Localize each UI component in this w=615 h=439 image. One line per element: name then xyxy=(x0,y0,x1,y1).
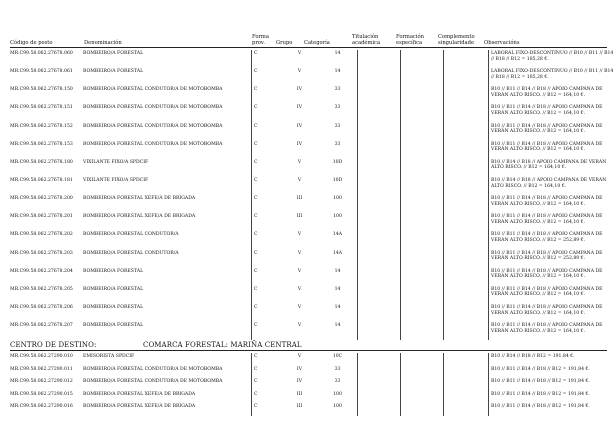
table-row xyxy=(10,231,615,249)
cell-grupo: III xyxy=(296,196,303,202)
cell-complemento xyxy=(444,322,489,340)
cell-complemento xyxy=(444,378,489,391)
cell-titulacion xyxy=(358,391,401,404)
cell-codigo: MR.C99.58.062.27290.012 xyxy=(10,379,73,385)
cell-forma-prov: C xyxy=(252,231,282,249)
cell-categoria: 14 xyxy=(318,68,358,86)
cell-titulacion xyxy=(358,141,401,159)
cell-denominacion: BOMBEIRO/A FORESTAL xyxy=(83,268,144,274)
header-categoria: Categoría xyxy=(304,40,330,46)
table-row xyxy=(10,268,615,286)
table-row xyxy=(10,104,615,122)
table-row xyxy=(10,195,615,213)
cell-forma-prov: C xyxy=(252,268,282,286)
header-observaciones: Observacións xyxy=(484,40,520,46)
cell-categoria: 14 xyxy=(318,322,358,340)
cell-observaciones: B10 // B11 // B14 // B18 // APOIO CAMPAÑA DE VERÁN ALTO RISCO. // B12 = 164,10 €. xyxy=(491,286,603,298)
cell-forma-prov: C xyxy=(252,304,282,322)
cell-categoria: 14A xyxy=(318,231,358,249)
cell-codigo: MR.C99.58.062.27678.060 xyxy=(10,51,73,56)
cell-formacion xyxy=(401,104,444,122)
cell-denominacion: BOMBEIRO/A FORESTAL xyxy=(83,286,144,292)
cell-forma-prov: C xyxy=(252,286,282,304)
cell-categoria: 14 xyxy=(318,286,358,304)
cell-denominacion: BOMBEIRO/A FORESTAL CONDUTOR/A DE MOTOBOMBA xyxy=(83,123,223,129)
cell-categoria: 14A xyxy=(318,250,358,268)
cell-observaciones: B10 // B11 // B14 // B18 // APOIO CAMPAÑA DE VERÁN ALTO RISCO. // B12 = 164,10 €. xyxy=(491,323,603,334)
cell-observaciones: B10 // B11 // B14 // B18 // APOIO CAMPAÑA DE VERÁN ALTO RISCO. // B12 = 164,10 €. xyxy=(491,141,603,153)
cell-denominacion: BOMBEIRO/A FORESTAL xyxy=(83,69,144,75)
cell-codigo: MR.C99.58.062.27678.200 xyxy=(10,196,73,202)
cell-categoria: 33 xyxy=(318,141,358,159)
header-titulacion: Titulación académica xyxy=(352,34,381,46)
cell-titulacion xyxy=(358,304,401,322)
cell-complemento xyxy=(444,231,489,249)
cell-formacion xyxy=(401,68,444,86)
cell-categoria: 10D xyxy=(318,177,358,195)
cell-complemento xyxy=(444,86,489,104)
cell-complemento xyxy=(444,403,489,416)
cell-formacion xyxy=(401,366,444,379)
cell-titulacion xyxy=(358,231,401,249)
cell-observaciones: LABORAL FIXO-DESCONTINUO // B10 // B11 // B14 // B18 // B12 = 185,28 €. xyxy=(491,69,614,80)
cell-observaciones: B10 // B11 // B14 // B18 // APOIO CAMPAÑA DE VERÁN ALTO RISCO. // B12 = 164,10 €. xyxy=(491,214,603,225)
cell-formacion xyxy=(401,304,444,322)
cell-forma-prov: C xyxy=(252,123,282,141)
cell-grupo: V xyxy=(297,250,302,256)
cell-titulacion xyxy=(358,50,401,68)
cell-forma-prov: C xyxy=(252,141,282,159)
cell-titulacion xyxy=(358,213,401,231)
cell-denominacion: BOMBEIRO/A FORESTAL CONDUTOR/A xyxy=(83,250,179,256)
cell-codigo: MR.C99.58.062.27678.151 xyxy=(10,105,73,111)
cell-titulacion xyxy=(358,123,401,141)
posts-table-2 xyxy=(10,353,615,416)
cell-forma-prov: C xyxy=(252,391,282,404)
posts-table-1 xyxy=(10,50,615,340)
table-row xyxy=(10,123,615,141)
centro-destino-label: CENTRO DE DESTINO: xyxy=(10,341,97,349)
cell-forma-prov: C xyxy=(252,159,282,177)
header-formacion: Formación específica xyxy=(396,34,424,46)
cell-titulacion xyxy=(358,353,401,366)
cell-observaciones: B10 // B11 // B14 // B18 // APOIO CAMPAÑA DE VERÁN ALTO RISCO. // B12 = 164,10 €. xyxy=(491,196,603,207)
cell-grupo: IV xyxy=(296,87,303,93)
cell-codigo: MR.C99.58.062.27678.150 xyxy=(10,87,73,93)
cell-denominacion: BOMBEIRO/A FORESTAL xyxy=(83,304,144,310)
cell-titulacion xyxy=(358,378,401,391)
cell-titulacion xyxy=(358,403,401,416)
cell-grupo: V xyxy=(297,304,302,310)
cell-grupo: V xyxy=(297,51,302,56)
cell-denominacion: BOMBEIRO/A FORESTAL CONDUTOR/A DE MOTOBOMBA xyxy=(83,87,223,93)
cell-forma-prov: C xyxy=(252,213,282,231)
cell-codigo: MR.C99.58.062.27678.180 xyxy=(10,159,73,165)
cell-observaciones: B10 // B11 // B14 // B18 // B12 = 191,84 €. xyxy=(491,391,590,397)
cell-complemento xyxy=(444,50,489,68)
cell-complemento xyxy=(444,213,489,231)
cell-formacion xyxy=(401,195,444,213)
cell-denominacion: BOMBEIRO/A FORESTAL XEFE/A DE BRIGADA xyxy=(83,391,196,397)
cell-observaciones: B10 // B11 // B14 // B18 // B12 = 191,84 €. xyxy=(491,404,590,410)
cell-formacion xyxy=(401,322,444,340)
cell-complemento xyxy=(444,159,489,177)
cell-formacion xyxy=(401,86,444,104)
header-denominacion: Denominación xyxy=(84,40,122,46)
cell-codigo: MR.C99.58.062.27290.016 xyxy=(10,404,73,410)
cell-denominacion: BOMBEIRO/A FORESTAL xyxy=(83,51,144,56)
table-row xyxy=(10,68,615,86)
cell-forma-prov: C xyxy=(252,378,282,391)
header-forma-prov: Forma prov. xyxy=(252,34,269,46)
cell-titulacion xyxy=(358,177,401,195)
cell-complemento xyxy=(444,195,489,213)
cell-forma-prov: C xyxy=(252,353,282,366)
cell-codigo: MR.C99.58.062.27678.181 xyxy=(10,177,73,183)
cell-forma-prov: C xyxy=(252,195,282,213)
cell-forma-prov: C xyxy=(252,250,282,268)
cell-grupo: IV xyxy=(296,366,303,372)
cell-grupo: V xyxy=(297,232,302,238)
cell-categoria: 14 xyxy=(318,268,358,286)
table-row xyxy=(10,86,615,104)
cell-titulacion xyxy=(358,286,401,304)
cell-denominacion: BOMBEIRO/A FORESTAL CONDUTOR/A DE MOTOBOMBA xyxy=(83,105,223,111)
cell-forma-prov: C xyxy=(252,403,282,416)
cell-complemento xyxy=(444,177,489,195)
cell-formacion xyxy=(401,159,444,177)
cell-forma-prov: C xyxy=(252,366,282,379)
cell-forma-prov: C xyxy=(252,322,282,340)
cell-titulacion xyxy=(358,195,401,213)
section-rule xyxy=(10,350,607,351)
cell-denominacion: BOMBEIRO/A FORESTAL XEFE/A DE BRIGADA xyxy=(83,404,196,410)
cell-formacion xyxy=(401,378,444,391)
cell-observaciones: B10 // B11 // B14 // B18 // APOIO CAMPAÑA DE VERÁN ALTO RISCO. // B12 = 164,10 €. xyxy=(491,304,603,316)
cell-complemento xyxy=(444,268,489,286)
cell-complemento xyxy=(444,391,489,404)
cell-forma-prov: C xyxy=(252,68,282,86)
cell-observaciones: B10 // B11 // B14 // B18 // APOIO CAMPAÑA DE VERÁN ALTO RISCO. // B12 = 252,89 €. xyxy=(491,232,603,243)
cell-observaciones: B10 // B11 // B14 // B18 // APOIO CAMPAÑA DE VERÁN ALTO RISCO. // B12 = 164,10 €. xyxy=(491,268,603,280)
table-row xyxy=(10,213,615,231)
cell-categoria: 33 xyxy=(318,104,358,122)
header-codigo: Código de posto xyxy=(10,40,53,46)
cell-titulacion xyxy=(358,268,401,286)
cell-codigo: MR.C99.58.062.27290.011 xyxy=(10,366,73,372)
cell-denominacion: EMISORISTA SPDCIF xyxy=(83,354,135,359)
cell-complemento xyxy=(444,123,489,141)
cell-observaciones: B10 // B11 // B14 // B18 // B12 = 191,84 €. xyxy=(491,366,590,372)
cell-formacion xyxy=(401,353,444,366)
cell-denominacion: VIXILANTE FIXO/A SPDCIF xyxy=(83,159,149,165)
cell-formacion xyxy=(401,286,444,304)
cell-formacion xyxy=(401,50,444,68)
cell-grupo: V xyxy=(297,268,302,274)
cell-categoria: 100 xyxy=(318,391,358,404)
cell-complemento xyxy=(444,286,489,304)
cell-categoria: 14 xyxy=(318,304,358,322)
comarca-label: COMARCA FORESTAL: MARIÑA CENTRAL xyxy=(143,341,302,349)
table-row xyxy=(10,250,615,268)
header-rule xyxy=(10,47,607,48)
table-row xyxy=(10,403,615,416)
cell-categoria: 10C xyxy=(318,353,358,366)
cell-formacion xyxy=(401,268,444,286)
cell-forma-prov: C xyxy=(252,86,282,104)
cell-grupo: V xyxy=(297,323,302,329)
table-row xyxy=(10,286,615,304)
cell-categoria: 33 xyxy=(318,86,358,104)
cell-denominacion: BOMBEIRO/A FORESTAL XEFE/A DE BRIGADA xyxy=(83,196,196,202)
cell-codigo: MR.C99.58.062.27678.204 xyxy=(10,268,73,274)
cell-grupo: III xyxy=(296,214,303,220)
header-grupo: Grupo xyxy=(276,40,293,46)
cell-denominacion: BOMBEIRO/A FORESTAL xyxy=(83,323,144,329)
cell-categoria: 100 xyxy=(318,213,358,231)
cell-denominacion: BOMBEIRO/A FORESTAL XEFE/A DE BRIGADA xyxy=(83,214,196,220)
cell-forma-prov: C xyxy=(252,177,282,195)
table-row xyxy=(10,391,615,404)
cell-observaciones: B10 // B11 // B14 // B18 // APOIO CAMPAÑA DE VERÁN ALTO RISCO. // B12 = 164,10 €. xyxy=(491,123,603,135)
header-complemento: Complemento singularidade xyxy=(438,34,475,46)
cell-titulacion xyxy=(358,68,401,86)
cell-observaciones: B10 // B14 // B18 // APOIO CAMPAÑA DE VERÁN ALTO RISCO. // B12 = 164,10 €. xyxy=(491,177,607,189)
cell-titulacion xyxy=(358,159,401,177)
cell-complemento xyxy=(444,366,489,379)
cell-codigo: MR.C99.58.062.27678.201 xyxy=(10,214,73,220)
cell-categoria: 10D xyxy=(318,159,358,177)
cell-complemento xyxy=(444,353,489,366)
table-row xyxy=(10,50,615,68)
cell-formacion xyxy=(401,391,444,404)
cell-codigo: MR.C99.58.062.27678.206 xyxy=(10,304,73,310)
cell-titulacion xyxy=(358,250,401,268)
cell-complemento xyxy=(444,141,489,159)
cell-observaciones: B10 // B11 // B14 // B18 // B12 = 191,84 €. xyxy=(491,379,590,385)
cell-denominacion: BOMBEIRO/A FORESTAL CONDUTOR/A DE MOTOBOMBA xyxy=(83,141,223,147)
cell-denominacion: BOMBEIRO/A FORESTAL CONDUTOR/A xyxy=(83,232,179,238)
cell-grupo: V xyxy=(297,286,302,292)
cell-formacion xyxy=(401,250,444,268)
cell-observaciones: B10 // B11 // B14 // B18 // APOIO CAMPAÑA DE VERÁN ALTO RISCO. // B12 = 252,89 €. xyxy=(491,250,603,262)
cell-codigo: MR.C99.58.062.27678.202 xyxy=(10,232,73,238)
cell-denominacion: BOMBEIRO/A FORESTAL CONDUTOR/A DE MOTOBOMBA xyxy=(83,366,223,372)
cell-observaciones: B10 // B11 // B14 // B18 // APOIO CAMPAÑA DE VERÁN ALTO RISCO. // B12 = 164,10 €. xyxy=(491,87,603,98)
cell-grupo: V xyxy=(297,354,302,359)
cell-codigo: MR.C99.58.062.27678.153 xyxy=(10,141,73,147)
cell-formacion xyxy=(401,141,444,159)
table-row xyxy=(10,177,615,195)
cell-forma-prov: C xyxy=(252,50,282,68)
cell-grupo: IV xyxy=(296,141,303,147)
cell-complemento xyxy=(444,304,489,322)
cell-observaciones: LABORAL FIXO-DESCONTINUO // B10 // B11 // B14 // B18 // B12 = 185,28 €. xyxy=(491,51,614,62)
cell-titulacion xyxy=(358,322,401,340)
cell-formacion xyxy=(401,213,444,231)
table-row xyxy=(10,378,615,391)
cell-observaciones: B10 // B14 // B18 // APOIO CAMPAÑA DE VERÁN ALTO RISCO. // B12 = 164,10 €. xyxy=(491,159,607,171)
cell-categoria: 14 xyxy=(318,50,358,68)
cell-grupo: III xyxy=(296,391,303,397)
cell-forma-prov: C xyxy=(252,104,282,122)
cell-categoria: 33 xyxy=(318,123,358,141)
cell-categoria: 100 xyxy=(318,403,358,416)
cell-denominacion: BOMBEIRO/A FORESTAL CONDUTOR/A DE MOTOBOMBA xyxy=(83,379,223,385)
cell-grupo: IV xyxy=(296,105,303,111)
cell-codigo: MR.C99.58.062.27290.015 xyxy=(10,391,73,397)
cell-categoria: 100 xyxy=(318,195,358,213)
cell-grupo: IV xyxy=(296,123,303,129)
cell-observaciones: B10 // B14 // B18 // B12 = 191,84 €. xyxy=(491,354,575,359)
cell-codigo: MR.C99.58.062.27678.207 xyxy=(10,323,73,329)
table-row xyxy=(10,353,615,366)
table-row xyxy=(10,159,615,177)
cell-grupo: III xyxy=(296,404,303,410)
cell-codigo: MR.C99.58.062.27678.152 xyxy=(10,123,73,129)
cell-titulacion xyxy=(358,366,401,379)
cell-categoria: 33 xyxy=(318,378,358,391)
cell-complemento xyxy=(444,250,489,268)
cell-codigo: MR.C99.58.062.27678.061 xyxy=(10,69,73,75)
cell-formacion xyxy=(401,403,444,416)
cell-titulacion xyxy=(358,104,401,122)
cell-formacion xyxy=(401,231,444,249)
cell-grupo: IV xyxy=(296,379,303,385)
cell-observaciones: B10 // B11 // B14 // B18 // APOIO CAMPAÑA DE VERÁN ALTO RISCO. // B12 = 164,10 €. xyxy=(491,105,603,117)
table-row xyxy=(10,304,615,322)
cell-complemento xyxy=(444,104,489,122)
cell-grupo: V xyxy=(297,69,302,75)
table-row xyxy=(10,141,615,159)
cell-codigo: MR.C99.58.062.27290.010 xyxy=(10,354,73,359)
cell-categoria: 33 xyxy=(318,366,358,379)
cell-formacion xyxy=(401,123,444,141)
cell-titulacion xyxy=(358,86,401,104)
cell-denominacion: VIXILANTE FIXO/A SPDCIF xyxy=(83,177,149,183)
table-row xyxy=(10,366,615,379)
cell-formacion xyxy=(401,177,444,195)
cell-complemento xyxy=(444,68,489,86)
cell-codigo: MR.C99.58.062.27678.203 xyxy=(10,250,73,256)
cell-grupo: V xyxy=(297,159,302,165)
table-row xyxy=(10,322,615,340)
cell-grupo: V xyxy=(297,177,302,183)
cell-codigo: MR.C99.58.062.27678.205 xyxy=(10,286,73,292)
